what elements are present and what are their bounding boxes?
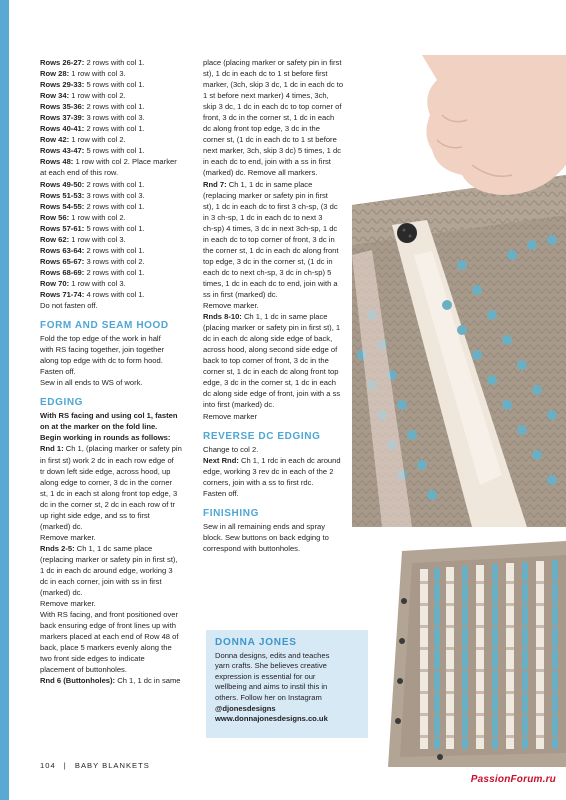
watermark: PassionForum.ru: [470, 774, 556, 785]
pattern-row-line-label: Rows 57-61:: [40, 223, 85, 233]
edging-continued-line-text: edge, 3 dc in the corner st, 1 dc in each: [203, 378, 336, 388]
edging-line: [40, 675, 193, 686]
edging-continued-line-text: dc along front top edge, 3 dc in the: [203, 124, 320, 134]
pattern-row-line-text: 5 rows with col 1.: [84, 80, 145, 90]
edging-line: [40, 587, 193, 598]
pattern-row-line-text: 5 rows with col 1.: [84, 223, 145, 233]
reverse-dc-line: [203, 488, 363, 499]
form-seam-line: Sew in all ends to WS of work.: [40, 378, 143, 388]
pattern-row-line: [40, 212, 193, 223]
edging-continued-line: [203, 90, 363, 101]
edging-line: [40, 543, 193, 554]
reverse-dc-line-text: Ch 1, 1 rdc in each dc around: [238, 455, 341, 465]
reverse-dc-line: [203, 466, 363, 477]
pattern-row-line: [40, 179, 193, 190]
edging-line: [40, 620, 193, 631]
pattern-row-line-label: Row 56:: [40, 212, 70, 222]
pattern-row-line-label: Row 28:: [40, 69, 70, 79]
edging-line: [40, 598, 193, 609]
edging-continued-line: [203, 388, 363, 399]
pattern-row-line: [40, 201, 193, 212]
form-seam-hood-text: [40, 333, 193, 388]
heading-edging: EDGING: [40, 397, 84, 409]
pattern-row-line-text: 3 rows with col 3.: [84, 190, 145, 200]
form-seam-line: Fasten off.: [40, 367, 76, 377]
edging-continued-line-text: into first (marked) dc.: [203, 400, 275, 410]
footer-separator: |: [63, 761, 67, 770]
edging-continued-line: [203, 79, 363, 90]
finishing-line: Sew in all remaining ends and spray: [203, 521, 325, 531]
pattern-row-line: [40, 68, 193, 79]
finishing-line: block. Sew buttons on back edging to: [203, 532, 329, 542]
pattern-row-line-label: Rows 51-53:: [40, 190, 85, 200]
edging-continued-line: [203, 190, 363, 201]
pattern-row-line-label: Row 42:: [40, 135, 70, 145]
edging-line-text: Remove marker.: [40, 532, 96, 542]
reverse-dc-line-label: Next Rnd:: [203, 455, 239, 465]
section-name: BABY BLANKETS: [74, 761, 150, 770]
edging-continued-line: [203, 245, 363, 256]
edging-line-text: Ch 1, (placing marker or safety pin: [63, 444, 182, 454]
pattern-row-line: [40, 167, 193, 178]
text-column-left: [40, 57, 193, 686]
edging-continued-line: [203, 411, 363, 422]
bio-line: others. Follow her on Instagram: [215, 692, 322, 702]
edging-line: [40, 642, 193, 653]
form-seam-line: along top edge with dc to form hood.: [40, 356, 163, 366]
edging-line: [40, 443, 193, 454]
edging-continued-line-text: Ch 1, 1 dc in same place: [226, 179, 313, 189]
pattern-row-line-label: Rows 40-41:: [40, 124, 85, 134]
edging-line-text: Remove marker.: [40, 599, 96, 609]
reverse-dc-edging-text: [203, 444, 363, 499]
pattern-row-line-text: 4 rows with col 1.: [84, 289, 145, 299]
pattern-row-line: [40, 134, 193, 145]
pattern-row-line-label: Rows 35-36:: [40, 102, 85, 112]
pattern-row-line: [40, 300, 193, 311]
edging-continued-line: [203, 322, 363, 333]
edging-line-label: Begin working in rounds as follows:: [40, 433, 171, 443]
rows-pattern-list: [40, 57, 193, 311]
pattern-row-line-label: Rows 63-64:: [40, 245, 85, 255]
edging-line-text: dc in the corner st, 2 dc in each row of tr: [40, 499, 176, 509]
edging-line: [40, 499, 193, 510]
designer-website-link[interactable]: www.donnajonesdesigns.co.uk: [215, 714, 328, 724]
edging-continued-line-text: front, 3 dc in the corner st, 1 dc in each: [203, 113, 335, 123]
pattern-row-line-text: 1 row with col 3.: [69, 234, 126, 244]
pattern-row-line-label: Rows 26-27:: [40, 58, 85, 67]
pattern-row-line: [40, 112, 193, 123]
edging-continued-line: [203, 256, 363, 267]
pattern-row-line: [40, 123, 193, 134]
pattern-row-line-label: Rows 54-55:: [40, 201, 85, 211]
edging-line: [40, 421, 193, 432]
pattern-row-line: [40, 145, 193, 156]
pattern-row-line-text: 5 rows with col 1.: [84, 146, 145, 156]
edging-line-text: 1 dc in each dc around edge, working 3: [40, 565, 173, 575]
edging-line: [40, 466, 193, 477]
pattern-row-line-text: 2 rows with col 1.: [84, 124, 145, 134]
edging-continued-line-text: (marked) dc. Remove all markers.: [203, 168, 318, 178]
edging-continued-line-label: Rnd 7:: [203, 179, 227, 189]
pattern-row-line-label: Rows 68-69:: [40, 267, 85, 277]
edging-continued-line-text: next marker, 3ch, skip 3 dc) 5 times, 1 dc: [203, 146, 342, 156]
edging-continued-line: [203, 289, 363, 300]
edging-continued-line-text: dc along side edge of front, join with a ss: [203, 389, 341, 399]
edging-continued-line: [203, 167, 363, 178]
edging-line-text: tr down left side edge, across hood, up: [40, 466, 171, 476]
reverse-dc-line: [203, 455, 363, 466]
edging-continued-line: [203, 101, 363, 112]
photo-blanket-flat: [380, 541, 566, 767]
edging-text: [40, 410, 193, 686]
edging-line: [40, 455, 193, 466]
pattern-row-line-text: 2 rows with col 1.: [84, 179, 145, 189]
text-column-right: [203, 57, 363, 554]
edging-line-text: With RS facing, and front positioned over: [40, 610, 179, 620]
edging-continued-line-text: top edge, 3 dc in the corner st, (1 dc in: [203, 256, 333, 266]
edging-continued-line: [203, 234, 363, 245]
pattern-row-line-text: 2 rows with col 1.: [84, 245, 145, 255]
edging-continued-line-text: back to top corner of front, 3 dc in the: [203, 356, 329, 366]
edging-line-label: Rnds 2-5:: [40, 543, 75, 553]
edging-continued-line-text: across hood, along second side edge of: [203, 345, 338, 355]
pattern-row-line: [40, 90, 193, 101]
edging-line: [40, 532, 193, 543]
pattern-row-line: [40, 223, 193, 234]
edging-line-text: (replacing marker or safety pin in first st),: [40, 554, 178, 564]
pattern-row-line-text: 2 rows with col 1.: [84, 58, 145, 67]
pattern-row-line-text: 1 row with col 3.: [69, 69, 126, 79]
pattern-row-line: [40, 190, 193, 201]
pattern-row-line: [40, 278, 193, 289]
edging-continued-line: [203, 223, 363, 234]
edging-continued-line-text: in each dc to top corner of front, 3 dc in: [203, 234, 335, 244]
pattern-row-line: [40, 57, 193, 68]
edging-line: [40, 653, 193, 664]
edging-continued-line-text: 1 st before next marker) 4 times, 3ch,: [203, 91, 329, 101]
pattern-row-line-label: Row 70:: [40, 278, 70, 288]
page-number: 104: [40, 761, 56, 770]
edging-line: [40, 510, 193, 521]
photo-baby-blanket-closeup: [352, 55, 566, 527]
edging-continued-line: [203, 156, 363, 167]
edging-line: [40, 565, 193, 576]
edging-continued-line: [203, 212, 363, 223]
form-seam-line: with RS facing together, join together: [40, 345, 165, 355]
form-seam-line: Fold the top edge of the work in half: [40, 334, 161, 344]
edging-line-label: With RS facing and using col 1, fasten: [40, 411, 178, 421]
edging-continued-line-text: the corner st, 1 dc in each dc along front: [203, 245, 339, 255]
designer-bio-box: [206, 630, 368, 738]
edging-line-text: (marked) dc.: [40, 588, 83, 598]
page-edge-accent-bar: [0, 0, 9, 800]
edging-continued-line-text: corner st, (1 dc in each dc to 1 st before: [203, 135, 337, 145]
edging-line-text: Ch 1, 1 dc same place: [74, 543, 153, 553]
edging-continued-line: [203, 377, 363, 388]
pattern-row-line-text: 2 rows with col 1.: [84, 102, 145, 112]
edging-line-text: back, place 5 markers evenly along the: [40, 643, 172, 653]
page-footer: [40, 761, 150, 770]
edging-continued-line-text: skip 3 dc, 1 dc in each dc to top corner of: [203, 102, 342, 112]
designer-bio-text: [215, 651, 360, 704]
instagram-handle[interactable]: @djonesdesigns: [215, 703, 276, 713]
edging-line-text: dc in each corner, join with ss in first: [40, 577, 162, 587]
edging-continued-line-text: st), 1 dc in each dc to first 3 ch-sp, (3 dc: [203, 201, 338, 211]
edging-line-label: Rnd 6 (Buttonholes):: [40, 676, 116, 686]
edging-line: [40, 477, 193, 488]
finishing-text: [203, 521, 363, 554]
reverse-dc-line-text: Fasten off.: [203, 488, 239, 498]
pattern-row-line: [40, 289, 193, 300]
edging-line: [40, 432, 193, 443]
heading-finishing: FINISHING: [203, 507, 259, 519]
edging-continued-line: [203, 112, 363, 123]
pattern-row-line-label: Rows 37-39:: [40, 113, 85, 123]
edging-continued-line-text: (replacing marker or safety pin in first: [203, 190, 328, 200]
reverse-dc-line-text: Change to col 2.: [203, 444, 259, 454]
pattern-row-line-text: 3 rows with col 3.: [84, 113, 145, 123]
pattern-row-line-text: at each end of this row.: [40, 168, 119, 178]
pattern-row-line-label: Rows 49-50:: [40, 179, 85, 189]
edging-line-text: two front side edges to indicate: [40, 654, 145, 664]
pattern-row-line: [40, 245, 193, 256]
pattern-row-line: [40, 79, 193, 90]
edging-line-label: Rnd 1:: [40, 444, 64, 454]
edging-line: [40, 554, 193, 565]
edging-line-text: (marked) dc.: [40, 521, 83, 531]
pattern-row-line: [40, 256, 193, 267]
edging-line-text: st, 1 dc in each st along front top edge, 3: [40, 488, 178, 498]
edging-continued-line-text: corner st, 1 dc in each dc along front top: [203, 367, 339, 377]
edging-continued-line: [203, 68, 363, 79]
edging-continued-line: [203, 57, 363, 68]
pattern-row-line-text: Do not fasten off.: [40, 301, 98, 311]
edging-continued-line-text: ch-sp) 4 times, 3 dc in next 3ch-sp, 1 dc: [203, 223, 338, 233]
pattern-row-line: [40, 234, 193, 245]
edging-line-text: in first st) work 2 dc in each row edge of: [40, 455, 174, 465]
designer-name: DONNA JONES: [215, 637, 297, 648]
pattern-row-line-text: 1 row with col 2. Place marker: [73, 157, 177, 167]
edging-continued-line: [203, 278, 363, 289]
edging-line-text: along edge to corner, 3 dc in the corner: [40, 477, 173, 487]
heading-form-seam-hood: FORM AND SEAM HOOD: [40, 320, 169, 332]
edging-continued-line: [203, 366, 363, 377]
pattern-row-line-label: Row 62:: [40, 234, 70, 244]
pattern-row-line-label: Rows 43-47:: [40, 146, 85, 156]
reverse-dc-line: [203, 477, 363, 488]
edging-continued-line-text: marker, (3ch, skip 3 dc, 1 dc in each dc to: [203, 80, 344, 90]
edging-line: [40, 664, 193, 675]
edging-continued-line: [203, 333, 363, 344]
bio-line: Donna designs, edits and teaches: [215, 650, 330, 660]
edging-continued-line-text: dc in each dc along side edge of back,: [203, 334, 333, 344]
edging-line: [40, 631, 193, 642]
pattern-row-line: [40, 156, 193, 167]
edging-continued-line: [203, 300, 363, 311]
finishing-line: correspond with buttonholes.: [203, 543, 301, 553]
edging-line-text: up right side edge, and ss to first: [40, 510, 150, 520]
pattern-row-line: [40, 267, 193, 278]
edging-line: [40, 576, 193, 587]
edging-line-text: placement of buttonholes.: [40, 665, 127, 675]
edging-continued-line-text: Remove marker.: [203, 301, 259, 311]
pattern-row-line-text: 2 rows with col 1.: [84, 201, 145, 211]
edging-continued-line-text: in 3 ch-sp, 1 dc in each dc to next 3: [203, 212, 323, 222]
edging-continued-line: [203, 179, 363, 190]
edging-continued-line-text: ss in first (marked) dc.: [203, 289, 278, 299]
pattern-row-line: [40, 101, 193, 112]
edging-continued-line: [203, 399, 363, 410]
pattern-row-line-label: Rows 29-33:: [40, 80, 85, 90]
edging-continued-line-text: (placing marker or safety pin in first st), 1: [203, 323, 341, 333]
edging-continued-line-text: Remove marker: [203, 411, 258, 421]
edging-continued-line: [203, 267, 363, 278]
pattern-row-line-label: Rows 71-74:: [40, 289, 85, 299]
edging-continued-line-text: place (placing marker or safety pin in first: [203, 58, 342, 67]
edging-continued-line-label: Rnds 8-10:: [203, 312, 242, 322]
reverse-dc-line-text: corners, join with a ss to first rdc.: [203, 477, 314, 487]
edging-continued-text: [203, 57, 363, 422]
edging-continued-line: [203, 201, 363, 212]
edging-line-text: Ch 1, 1 dc in same: [115, 676, 181, 686]
edging-line-text: markers placed at each end of Row 48 of: [40, 632, 179, 642]
reverse-dc-line: [203, 444, 363, 455]
edging-continued-line-text: in each dc to end, join with a ss in first: [203, 157, 331, 167]
pattern-row-line-text: 2 rows with col 1.: [84, 267, 145, 277]
edging-continued-line-text: times, 1 dc in each dc to end, join with a: [203, 278, 338, 288]
bio-line: wellbeing and aims to instil this in: [215, 682, 328, 692]
pattern-row-line-label: Rows 65-67:: [40, 256, 85, 266]
pattern-row-line-text: 1 row with col 3.: [69, 278, 126, 288]
edging-line: [40, 521, 193, 532]
heading-reverse-dc-edging: REVERSE DC EDGING: [203, 430, 321, 442]
edging-continued-line: [203, 355, 363, 366]
bio-line: yarn crafts. She believes creative: [215, 661, 327, 671]
pattern-row-line-text: 1 row with col 2.: [69, 212, 126, 222]
edging-continued-line-text: Ch 1, 1 dc in same place: [241, 312, 328, 322]
edging-continued-line: [203, 134, 363, 145]
edging-continued-line: [203, 344, 363, 355]
edging-line: [40, 410, 193, 421]
edging-continued-line: [203, 311, 363, 322]
pattern-row-line-label: Row 34:: [40, 91, 70, 101]
edging-line-label: on at the marker on the fold line.: [40, 422, 158, 432]
pattern-row-line-text: 3 rows with col 2.: [84, 256, 145, 266]
edging-continued-line-text: st), 1 dc in each dc to 1 st before first: [203, 69, 328, 79]
edging-continued-line: [203, 123, 363, 134]
pattern-row-line-text: 1 row with col 2.: [69, 91, 126, 101]
reverse-dc-line-text: edge, working 3 rev dc in each of the 2: [203, 466, 334, 476]
edging-line: [40, 488, 193, 499]
edging-line: [40, 609, 193, 620]
edging-continued-line-text: each dc to next ch-sp, 3 dc in ch-sp) 5: [203, 267, 332, 277]
edging-continued-line: [203, 145, 363, 156]
edging-line-text: back ensuring edge of front lines up with: [40, 621, 176, 631]
pattern-row-line-text: 1 row with col 2.: [69, 135, 126, 145]
bio-line: expression is essential for our: [215, 671, 316, 681]
pattern-row-line-label: Rows 48:: [40, 157, 74, 167]
